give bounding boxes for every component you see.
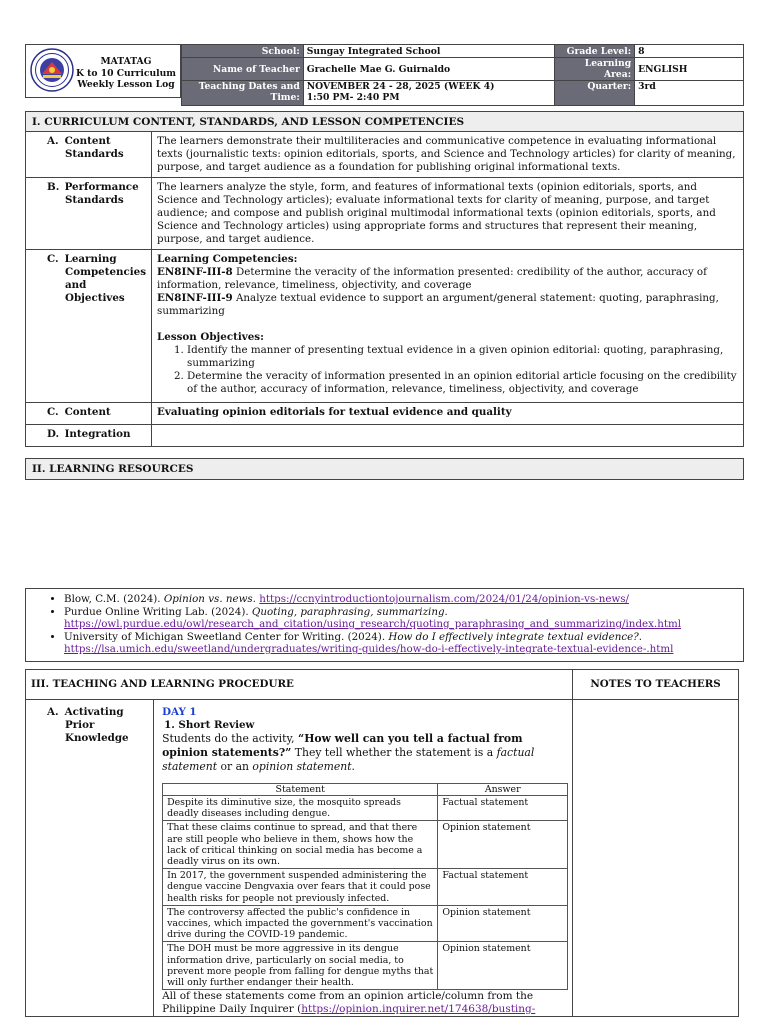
competency-text: Analyze textual evidence to support an argument/general statement: quoting, paraphrasing, summarizing (157, 292, 719, 317)
curriculum-table (25, 131, 744, 447)
statement-cell: That these claims continue to spread, and that there are still people who believe in them, shows how the lack of critical thinking on social media has become a deadly virus on its own. (163, 821, 438, 869)
reference-item (64, 593, 737, 606)
objective-item: 1. Identify the manner of presenting textual evidence in a given opinion editorial: quoting, paraphrasing, summarizing (187, 344, 738, 370)
logo-line-2: K to 10 Curriculum (75, 67, 177, 79)
performance-standards-label (26, 178, 152, 250)
logo-line-1: MATATAG (100, 56, 152, 67)
competency-1 (157, 266, 738, 292)
table-row (163, 796, 568, 821)
deped-seal-icon (30, 48, 74, 92)
content-standards-label (26, 132, 152, 178)
grade-level-value: 8 (635, 45, 744, 58)
label-text: Performance (64, 181, 139, 193)
reference-item (64, 606, 737, 631)
learning-area-label: Learning Area: (555, 58, 635, 81)
statement-cell: Despite its diminutive size, the mosquito spreads deadly diseases including dengue. (163, 796, 438, 821)
instruction-text: They tell whether the statement is a (291, 746, 497, 759)
reference-author: University of Michigan Sweetland Center for Writing. (2024). (64, 630, 389, 643)
answer-column-header: Answer (438, 784, 568, 796)
source-link[interactable]: https://opinion.inquirer.net/174638/busting- (301, 1003, 536, 1016)
reference-author: Blow, C.M. (2024). (64, 593, 164, 605)
label-text: Content (64, 406, 111, 418)
objectives-heading: Lesson Objectives: (157, 331, 264, 343)
reference-link[interactable]: https://owl.purdue.edu/owl/research_and_citation/using_research/quoting_paraphrasing_and_summarizing/index.html (64, 618, 682, 631)
competency-2 (157, 292, 738, 318)
instruction-text: Students do the activity, (162, 732, 299, 745)
answer-cell: Opinion statement (438, 905, 568, 942)
school-value: Sungay Integrated School (303, 45, 554, 58)
label-text: Objectives (65, 292, 125, 304)
reference-title: How do I effectively integrate textual evidence?. (388, 630, 643, 643)
label-text: Activating (64, 706, 124, 718)
reference-title: Opinion vs. news. (163, 593, 256, 605)
label-text: Standards (65, 148, 124, 160)
instruction-emphasis: opinion statement (252, 760, 352, 773)
integration-text (152, 425, 744, 447)
label-letter: C. (47, 253, 59, 265)
label-text: and (65, 279, 87, 291)
label-letter: C. (47, 406, 59, 418)
logo-line-3: Weekly Lesson Log (77, 79, 175, 90)
reference-item (64, 631, 737, 656)
short-review-heading: 1. Short Review (164, 719, 255, 731)
time-line: 1:50 PM- 2:40 PM (306, 92, 400, 103)
objective-item: 2. Determine the veracity of information presented in an opinion editorial article focusing on the credibility of the author, accuracy of information, relevance, timeliness, objectivity, and coverage (187, 370, 738, 396)
instruction-emphasis: factual statement (162, 746, 535, 773)
teacher-value: Grachelle Mae G. Guirnaldo (303, 58, 554, 81)
answer-cell: Opinion statement (438, 821, 568, 869)
dates-line: NOVEMBER 24 - 28, 2025 (WEEK 4) (306, 81, 495, 92)
reference-link[interactable]: https://ccnyintroductiontojournalism.com/2024/01/24/opinion-vs-news/ (259, 593, 630, 605)
label-letter: A. (47, 706, 59, 718)
competency-code: EN8INF-III-9 (157, 292, 233, 304)
content-standards-text: The learners demonstrate their multiliteracies and communicative competence in evaluating informational texts (journalistic texts: opinion editorials, sports, and Science and Technology articles) for clarity of meaning, purpose, and target audience as a foundation for publishing original informational texts. (152, 132, 744, 178)
answer-cell: Opinion statement (438, 942, 568, 990)
quarter-value: 3rd (635, 81, 744, 106)
section-1-title: I. CURRICULUM CONTENT, STANDARDS, AND LESSON COMPETENCIES (25, 111, 744, 132)
learning-area-value: ENGLISH (635, 58, 744, 81)
header-info-table (181, 44, 744, 106)
label-text: Competencies (65, 266, 147, 278)
competencies-heading: Learning Competencies: (157, 253, 298, 265)
competency-code: EN8INF-III-8 (157, 266, 233, 278)
activity-instructions (162, 732, 568, 774)
label-text: Prior (65, 719, 95, 731)
learning-competencies-text (152, 250, 744, 403)
competency-text: Determine the veracity of the information presented: credibility of the author, accuracy of information, relevance, timeliness, objectivity, and coverage (157, 266, 707, 291)
reference-link[interactable]: https://lsa.umich.edu/sweetland/undergraduates/writing-guides/how-do-i-effectively-integrate-textual-evidence-.html (64, 643, 674, 656)
curriculum-title (72, 56, 180, 91)
activity-title: “How well can you tell a factual from opinion statements?” (162, 732, 523, 759)
table-row (163, 821, 568, 869)
table-row (163, 942, 568, 990)
performance-standards-text: The learners analyze the style, form, and features of informational texts (opinion editorials, sports, and Science and Technology articles); evaluate informational texts for clarity of meaning, purpose, and target audience; and compose and publish original multimodal informational texts (opinion editorials, sports, and Science and Technology articles) using appropriate forms and structures that represent their meaning, purpose, and target audience. (152, 178, 744, 250)
label-text: Content (64, 135, 111, 147)
answer-cell: Factual statement (438, 796, 568, 821)
label-letter: A. (47, 135, 59, 147)
activity-content (154, 700, 573, 1017)
statement-cell: The controversy affected the public's confidence in vaccines, which impacted the government's vaccination drive during the COVID-19 pandemic. (163, 905, 438, 942)
notes-to-teachers-cell (573, 700, 739, 1017)
integration-label (26, 425, 152, 447)
content-text: Evaluating opinion editorials for textual evidence and quality (152, 403, 744, 425)
table-row (163, 905, 568, 942)
content-label (26, 403, 152, 425)
reference-title: Quoting, paraphrasing, summarizing. (251, 605, 448, 618)
section-3-title: III. TEACHING AND LEARNING PROCEDURE (26, 670, 573, 700)
notes-to-teachers-header: NOTES TO TEACHERS (573, 670, 739, 700)
statement-cell: The DOH must be more aggressive in its dengue information drive, particularly on social media, to prevent more people from falling for dengue myths that will only further endanger their health. (163, 942, 438, 990)
source-note (162, 990, 568, 1016)
school-label: School: (182, 45, 304, 58)
statements-table (162, 783, 568, 990)
grade-level-label: Grade Level: (555, 45, 635, 58)
quarter-label: Quarter: (555, 81, 635, 106)
teaching-dates-label: Teaching Dates and Time: (182, 81, 304, 106)
section-2-title: II. LEARNING RESOURCES (25, 458, 744, 480)
source-text: All of these statements come from an opinion article/column from the Philippine Daily Inquirer ( (162, 990, 534, 1016)
label-letter: D. (47, 428, 60, 440)
references-list (34, 593, 737, 656)
statement-cell: In 2017, the government suspended administering the dengue vaccine Dengvaxia over fears that it could pose health risks for people not previously infected. (163, 869, 438, 906)
instruction-text: or an (217, 760, 253, 773)
instruction-text: . (351, 760, 355, 773)
references-box (25, 588, 744, 662)
table-row (163, 869, 568, 906)
label-text: Integration (64, 428, 131, 440)
teaching-dates-value (303, 81, 554, 106)
reference-author: Purdue Online Writing Lab. (2024). (64, 605, 252, 618)
statement-column-header: Statement (163, 784, 438, 796)
label-text: Knowledge (65, 732, 129, 744)
objectives-list (157, 344, 738, 396)
answer-cell: Factual statement (438, 869, 568, 906)
learning-competencies-label (26, 250, 152, 403)
teacher-label: Name of Teacher (182, 58, 304, 81)
procedure-table (25, 669, 739, 1017)
activating-prior-knowledge-label (26, 700, 154, 1017)
day-heading: DAY 1 (162, 706, 197, 718)
label-text: Standards (65, 194, 124, 206)
label-text: Learning (64, 253, 117, 265)
label-letter: B. (47, 181, 60, 193)
